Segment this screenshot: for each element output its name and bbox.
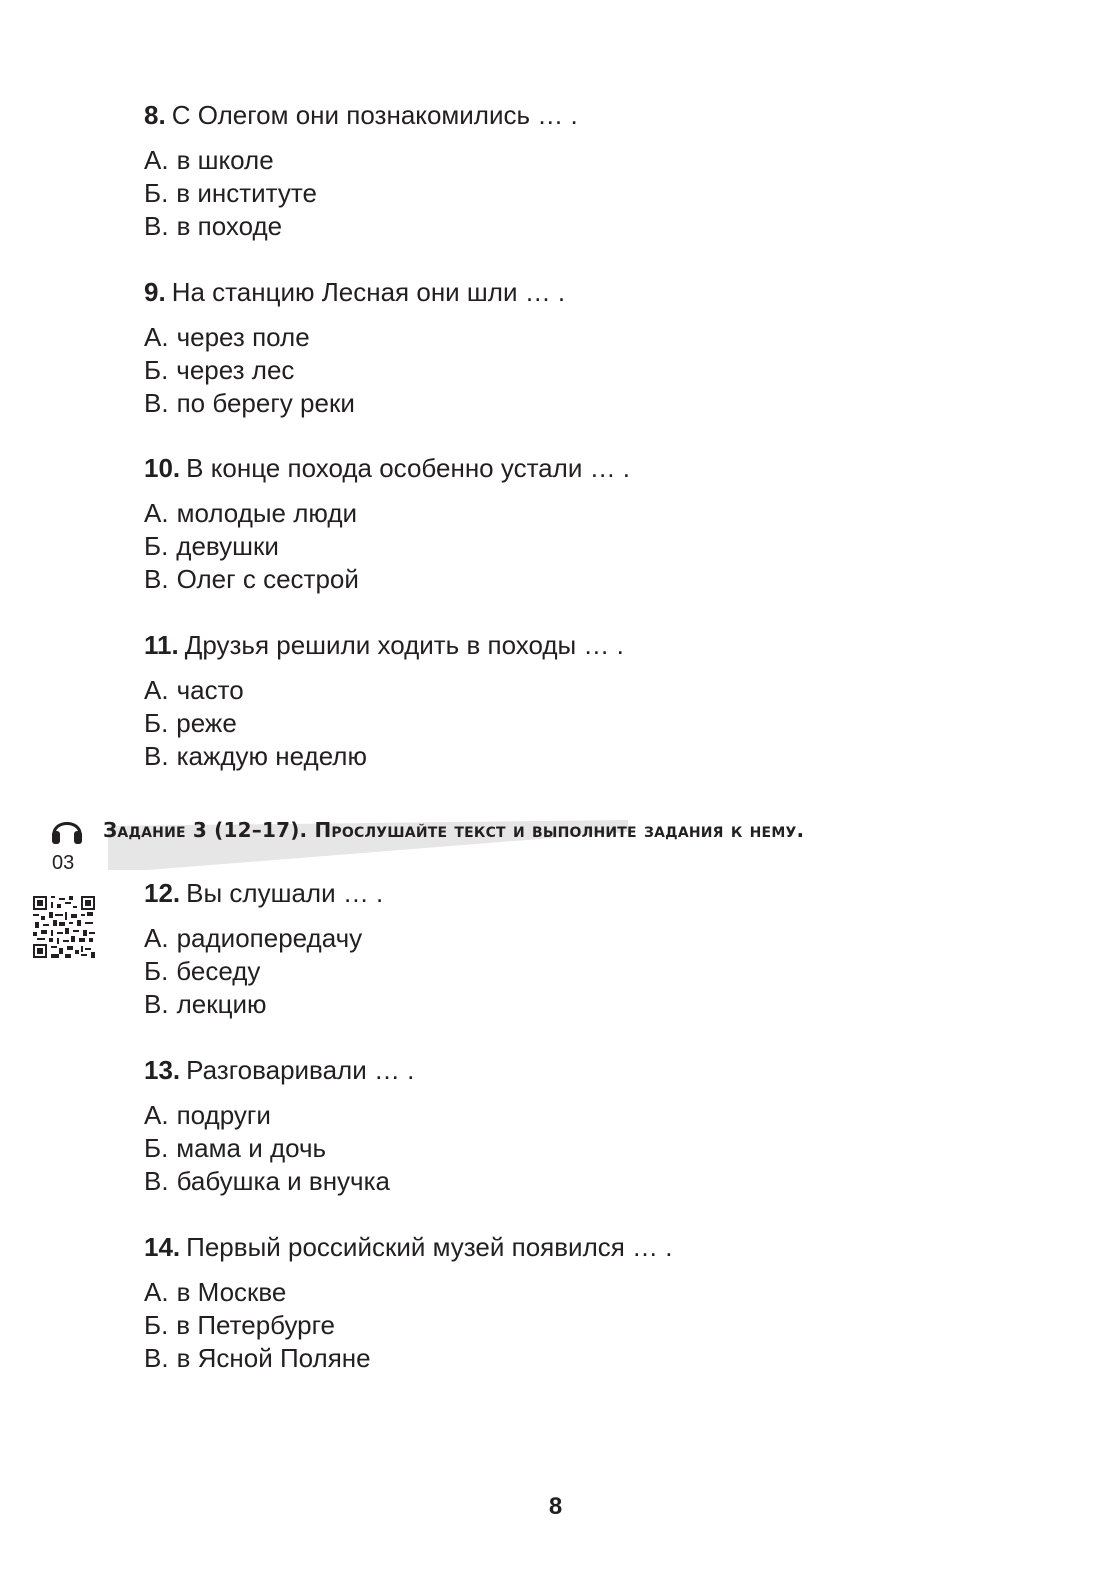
option-text: девушки <box>176 531 279 561</box>
answer-option[interactable] <box>144 922 1044 955</box>
answer-option[interactable] <box>144 144 1044 177</box>
qr-code-icon[interactable] <box>33 896 95 958</box>
option-text: в школе <box>176 145 274 175</box>
answer-option[interactable] <box>144 1132 1044 1165</box>
headphones-right-cup <box>74 831 82 844</box>
option-text: мама и дочь <box>176 1133 327 1163</box>
question-12 <box>144 878 1044 1021</box>
question-title <box>144 277 1044 307</box>
option-letter: В. <box>144 1166 169 1196</box>
page-number: 8 <box>548 1493 563 1520</box>
qr-finder <box>37 948 43 954</box>
question-text: Друзья решили ходить в походы … . <box>184 630 624 660</box>
option-letter: Б. <box>144 531 169 561</box>
question-9 <box>144 277 1044 420</box>
answer-options <box>144 144 1044 243</box>
option-text: через лес <box>176 355 295 385</box>
question-number: 10. <box>144 453 181 483</box>
question-title <box>144 878 1044 908</box>
option-letter: А. <box>144 675 169 705</box>
option-letter: В. <box>144 388 169 418</box>
answer-option[interactable] <box>144 497 1044 530</box>
option-text: молодые люди <box>176 498 358 528</box>
option-text: беседу <box>176 956 261 986</box>
option-letter: В. <box>144 564 169 594</box>
question-title <box>144 100 1044 130</box>
answer-options <box>144 1276 1044 1375</box>
option-letter: В. <box>144 1343 169 1373</box>
option-letter: В. <box>144 989 169 1019</box>
question-text: С Олегом они познакомились … . <box>171 100 578 130</box>
option-text: Олег с сестрой <box>176 564 359 594</box>
question-text: Первый российский музей появился … . <box>186 1232 673 1262</box>
answer-option[interactable] <box>144 988 1044 1021</box>
question-title <box>144 1055 1044 1085</box>
option-letter: Б. <box>144 1310 169 1340</box>
question-title <box>144 453 1044 483</box>
answer-option[interactable] <box>144 1165 1044 1198</box>
option-letter: А. <box>144 498 169 528</box>
qr-finder <box>85 900 91 906</box>
answer-option[interactable] <box>144 210 1044 243</box>
answer-option[interactable] <box>144 563 1044 596</box>
option-text: в Петербурге <box>176 1310 336 1340</box>
question-text: Разговаривали … . <box>186 1055 415 1085</box>
question-11 <box>144 630 1044 773</box>
question-number: 12. <box>144 878 181 908</box>
qr-finder <box>37 900 43 906</box>
answer-options <box>144 922 1044 1021</box>
option-letter: Б. <box>144 355 169 385</box>
option-letter: Б. <box>144 708 169 738</box>
question-8 <box>144 100 1044 243</box>
option-letter: А. <box>144 145 169 175</box>
question-10 <box>144 453 1044 596</box>
headphones-left-cup <box>52 831 60 844</box>
option-letter: В. <box>144 741 169 771</box>
option-letter: А. <box>144 1100 169 1130</box>
question-text: В конце похода особенно устали … . <box>186 453 631 483</box>
option-letter: А. <box>144 923 169 953</box>
option-text: лекцию <box>176 989 267 1019</box>
question-14 <box>144 1232 1044 1375</box>
audio-track-number: 03 <box>52 852 75 874</box>
option-text: радиопередачу <box>176 923 363 953</box>
question-13 <box>144 1055 1044 1198</box>
option-text: бабушка и внучка <box>176 1166 391 1196</box>
answer-option[interactable] <box>144 1099 1044 1132</box>
question-number: 14. <box>144 1232 181 1262</box>
answer-options <box>144 497 1044 596</box>
option-text: подруги <box>176 1100 271 1130</box>
option-text: через поле <box>176 322 310 352</box>
option-text: каждую неделю <box>176 741 367 771</box>
answer-option[interactable] <box>144 387 1044 420</box>
answer-option[interactable] <box>144 1342 1044 1375</box>
option-text: в Ясной Поляне <box>176 1343 371 1373</box>
option-letter: А. <box>144 1277 169 1307</box>
question-title <box>144 1232 1044 1262</box>
answer-options <box>144 321 1044 420</box>
answer-option[interactable] <box>144 955 1044 988</box>
answer-option[interactable] <box>144 707 1044 740</box>
answer-option[interactable] <box>144 740 1044 773</box>
answer-option[interactable] <box>144 1309 1044 1342</box>
option-text: в походе <box>176 211 283 241</box>
option-letter: Б. <box>144 1133 169 1163</box>
option-text: в Москве <box>176 1277 287 1307</box>
question-text: На станцию Лесная они шли … . <box>171 277 566 307</box>
option-text: часто <box>176 675 244 705</box>
answer-option[interactable] <box>144 674 1044 707</box>
task-title: Задание 3 (12–17). Прослушайте текст и выполните задания к нему. <box>103 818 805 842</box>
headphones-icon[interactable] <box>50 814 84 846</box>
answer-option[interactable] <box>144 354 1044 387</box>
question-number: 13. <box>144 1055 181 1085</box>
answer-options <box>144 674 1044 773</box>
answer-option[interactable] <box>144 530 1044 563</box>
question-text: Вы слушали … . <box>186 878 384 908</box>
option-text: в институте <box>176 178 317 208</box>
option-text: реже <box>176 708 237 738</box>
option-text: по берегу реки <box>176 388 355 418</box>
answer-option[interactable] <box>144 321 1044 354</box>
option-letter: А. <box>144 322 169 352</box>
option-letter: Б. <box>144 178 169 208</box>
question-number: 8. <box>144 100 166 130</box>
answer-option[interactable] <box>144 1276 1044 1309</box>
question-title <box>144 630 1044 660</box>
question-number: 9. <box>144 277 166 307</box>
answer-option[interactable] <box>144 177 1044 210</box>
answer-options <box>144 1099 1044 1198</box>
option-letter: Б. <box>144 956 169 986</box>
task-header <box>48 812 1048 882</box>
question-number: 11. <box>144 630 179 660</box>
option-letter: В. <box>144 211 169 241</box>
